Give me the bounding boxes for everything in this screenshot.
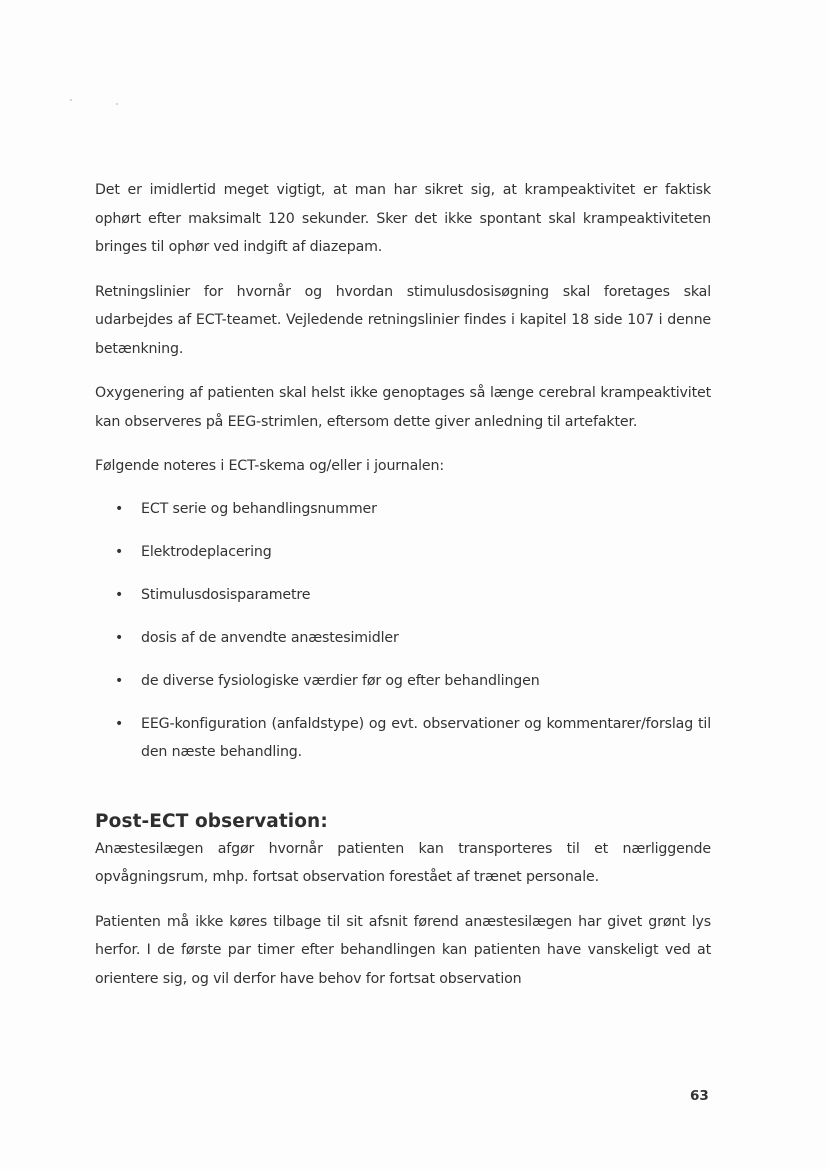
notes-list	[95, 495, 711, 766]
list-item	[95, 538, 711, 566]
list-item	[95, 581, 711, 609]
page-number: 63	[690, 1088, 709, 1104]
paragraph-seizure-duration: Det er imidlertid meget vigtigt, at man har sikret sig, at krampeaktivitet er faktisk ophørt efter maksimalt 120 sekunder. Sker det ikke spontant skal krampeaktiviteten bringes til ophør ved indgift af diazepam.	[95, 182, 711, 255]
bullet-icon: •	[115, 500, 124, 517]
bullet-icon: •	[115, 543, 124, 560]
list-item-text: dosis af de anvendte anæstesimidler	[141, 629, 399, 646]
list-item	[95, 667, 711, 695]
paragraph-transport: Anæstesilægen afgør hvornår patienten kan transporteres til et nærliggende opvågningsrum, mhp. fortsat observation forestået af trænet personale.	[95, 840, 711, 885]
paragraph-return-ward: Patienten må ikke køres tilbage til sit afsnit førend anæstesilægen har givet grønt lys herfor. I de første par timer efter behandlingen kan patienten have vanskeligt ved at orientere sig, og vil derfor have behov for fortsat observation	[95, 913, 711, 987]
paragraph-oxygenation: Oxygenering af patienten skal helst ikke genoptages så længe cerebral krampeaktivitet kan observeres på EEG-strimlen, eftersom dette giver anledning til artefakter.	[95, 385, 711, 430]
body-text	[95, 176, 711, 1009]
list-item	[95, 710, 711, 766]
bullet-icon: •	[115, 629, 124, 646]
paragraph-stimulus-guidelines: Retningslinier for hvornår og hvordan stimulusdosisøgning skal foretages skal udarbejdes af ECT-teamet. Vejledende retningslinier findes i kapitel 18 side 107 i denne betænkning.	[95, 283, 711, 357]
section-heading: Post-ECT observation:	[95, 810, 328, 832]
list-item-text: de diverse fysiologiske værdier før og efter behandlingen	[141, 672, 540, 689]
scan-speck	[116, 103, 118, 105]
list-item-text: Stimulusdosisparametre	[141, 586, 311, 603]
list-item	[95, 624, 711, 652]
list-item-text: ECT serie og behandlingsnummer	[141, 500, 377, 517]
paragraph-notes-intro: Følgende noteres i ECT-skema og/eller i journalen:	[95, 458, 444, 474]
bullet-icon: •	[115, 672, 124, 689]
bullet-icon: •	[115, 715, 124, 732]
bullet-icon: •	[115, 586, 124, 603]
list-item-text: Elektrodeplacering	[141, 543, 272, 560]
scan-speck	[70, 99, 72, 101]
list-item	[95, 495, 711, 523]
list-item-text: EEG-konfiguration (anfaldstype) og evt. observationer og kommentarer/forslag til den næste behandling.	[141, 715, 711, 760]
